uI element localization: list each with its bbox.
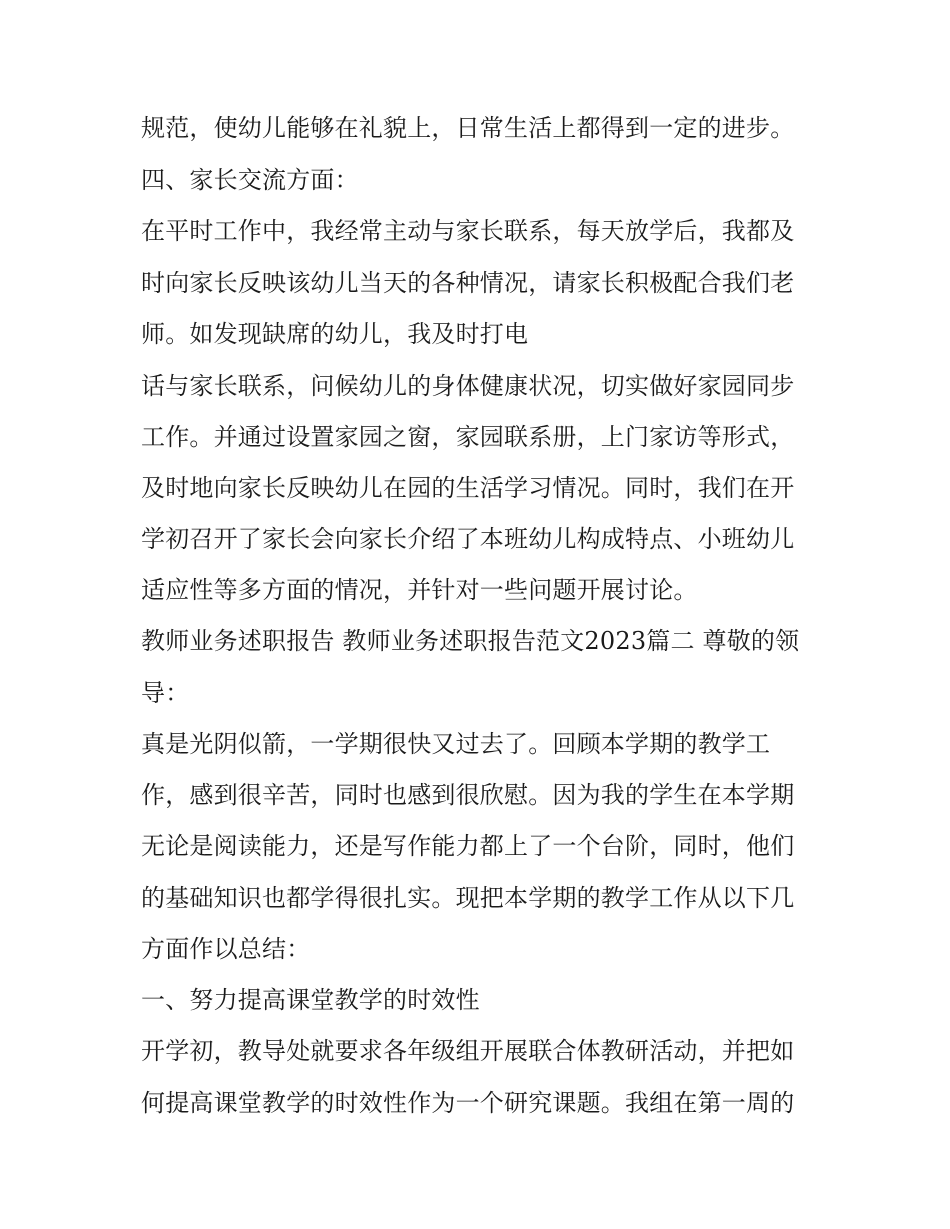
text-line: 时向家长反映该幼儿当天的各种情况，请家长积极配合我们老 xyxy=(141,269,795,297)
text-line: 何提高课堂教学的时效性作为一个研究课题。我组在第一周的 xyxy=(141,1089,795,1117)
text-line: 话与家长联系，问候幼儿的身体健康状况，切实做好家园同步 xyxy=(141,372,795,400)
text-line: 工作。并通过设置家园之窗，家园联系册，上门家访等形式， xyxy=(141,423,795,451)
section-heading: 四、家长交流方面： xyxy=(141,166,359,194)
text-line: 师。如发现缺席的幼儿，我及时打电 xyxy=(141,320,529,348)
text-line: 学初召开了家长会向家长介绍了本班幼儿构成特点、小班幼儿 xyxy=(141,525,795,553)
text-line: 无论是阅读能力，还是写作能力都上了一个台阶，同时，他们 xyxy=(141,832,795,860)
text-line: 及时地向家长反映幼儿在园的生活学习情况。同时，我们在开 xyxy=(141,474,795,502)
text-line: 适应性等多方面的情况，并针对一些问题开展讨论。 xyxy=(141,576,698,604)
section-heading: 一、努力提高课堂教学的时效性 xyxy=(141,986,480,1014)
text-line: 导： xyxy=(141,679,190,707)
text-line: 开学初，教导处就要求各年级组开展联合体教研活动，并把如 xyxy=(141,1037,795,1065)
text-line: 在平时工作中，我经常主动与家长联系，每天放学后，我都及 xyxy=(141,217,795,245)
text-line: 作，感到很辛苦，同时也感到很欣慰。因为我的学生在本学期 xyxy=(141,781,795,809)
text-line: 真是光阴似箭，一学期很快又过去了。回顾本学期的教学工 xyxy=(141,730,771,758)
text-line: 的基础知识也都学得很扎实。现把本学期的教学工作从以下几 xyxy=(141,884,795,912)
text-line: 规范，使幼儿能够在礼貌上，日常生活上都得到一定的进步。 xyxy=(141,114,795,142)
report-title-line: 教师业务述职报告 教师业务述职报告范文2023篇二 尊敬的领 xyxy=(141,627,800,655)
text-line: 方面作以总结： xyxy=(141,935,311,963)
